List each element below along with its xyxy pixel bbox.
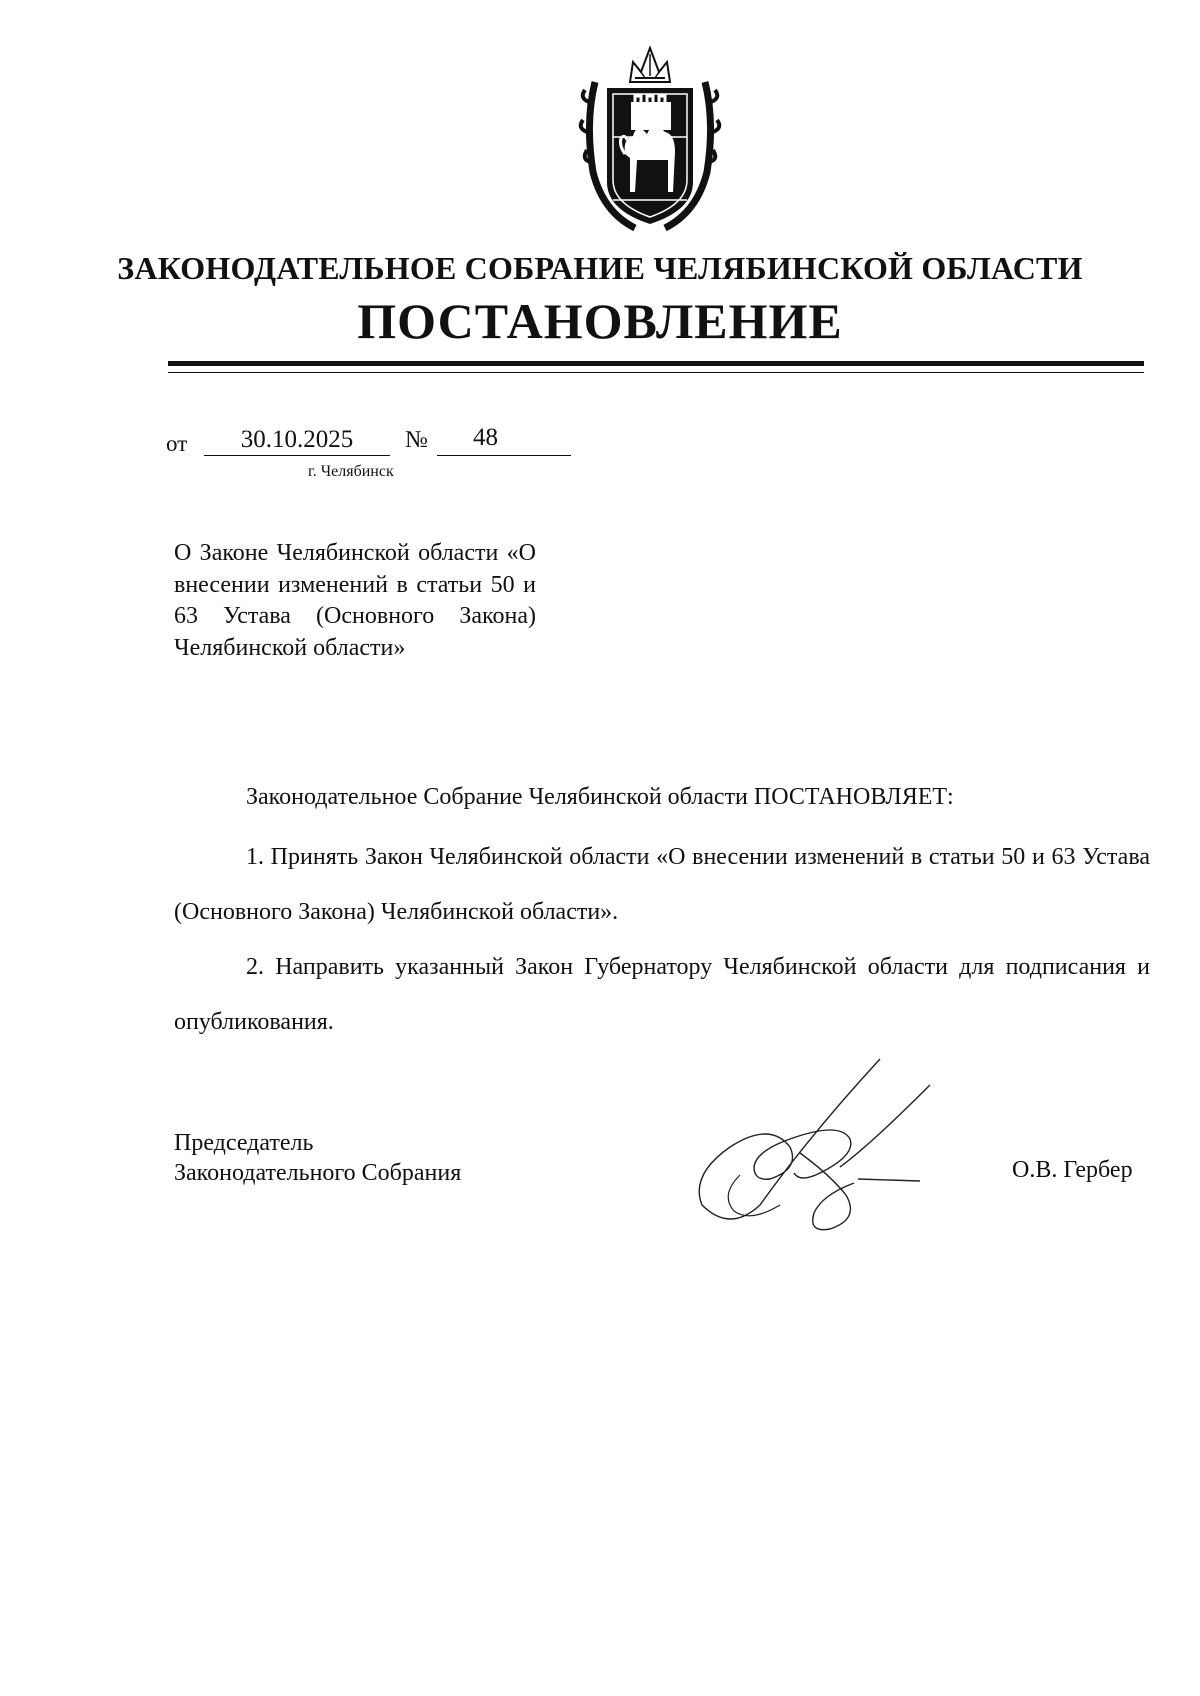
organization-title: ЗАКОНОДАТЕЛЬНОЕ СОБРАНИЕ ЧЕЛЯБИНСКОЙ ОБЛАСТИ [117,250,1083,286]
signatory-name: О.В. Гербер [1012,1157,1133,1183]
signatory-position [174,1128,461,1188]
signatory-position-line-2: Законодательного Собрания [174,1160,462,1186]
city-of-issue: г. Челябинск [308,463,394,480]
signatory-position-line-1: Председатель [174,1130,314,1156]
handwritten-signature [690,1055,960,1235]
decree-statement: Законодательное Собрание Челябинской области ПОСТАНОВЛЯЕТ: [246,784,954,810]
decree-item-1: 1. Принять Закон Челябинской области «О внесении изменений в статьи 50 и 63 Устава (Основного Закона) Челябинской области». [174,844,1150,925]
document-subject: О Законе Челябинской области «О внесении изменений в статьи 50 и 63 Устава (Основного Закона) Челябинской области» [174,540,536,661]
decree-item-2: 2. Направить указанный Закон Губернатору Челябинской области для подписания и опубликования. [174,954,1150,1035]
document-number-field [437,420,571,456]
coat-of-arms-icon [575,42,725,234]
document-date: 30.10.2025 [204,424,390,456]
date-label: от [166,431,188,456]
number-label: № [405,427,428,453]
document-type-title: ПОСТАНОВЛЕНИЕ [357,293,843,349]
document-number: 48 [473,424,498,451]
header-rule-thin [168,372,1144,373]
header-rule-thick [168,361,1144,366]
